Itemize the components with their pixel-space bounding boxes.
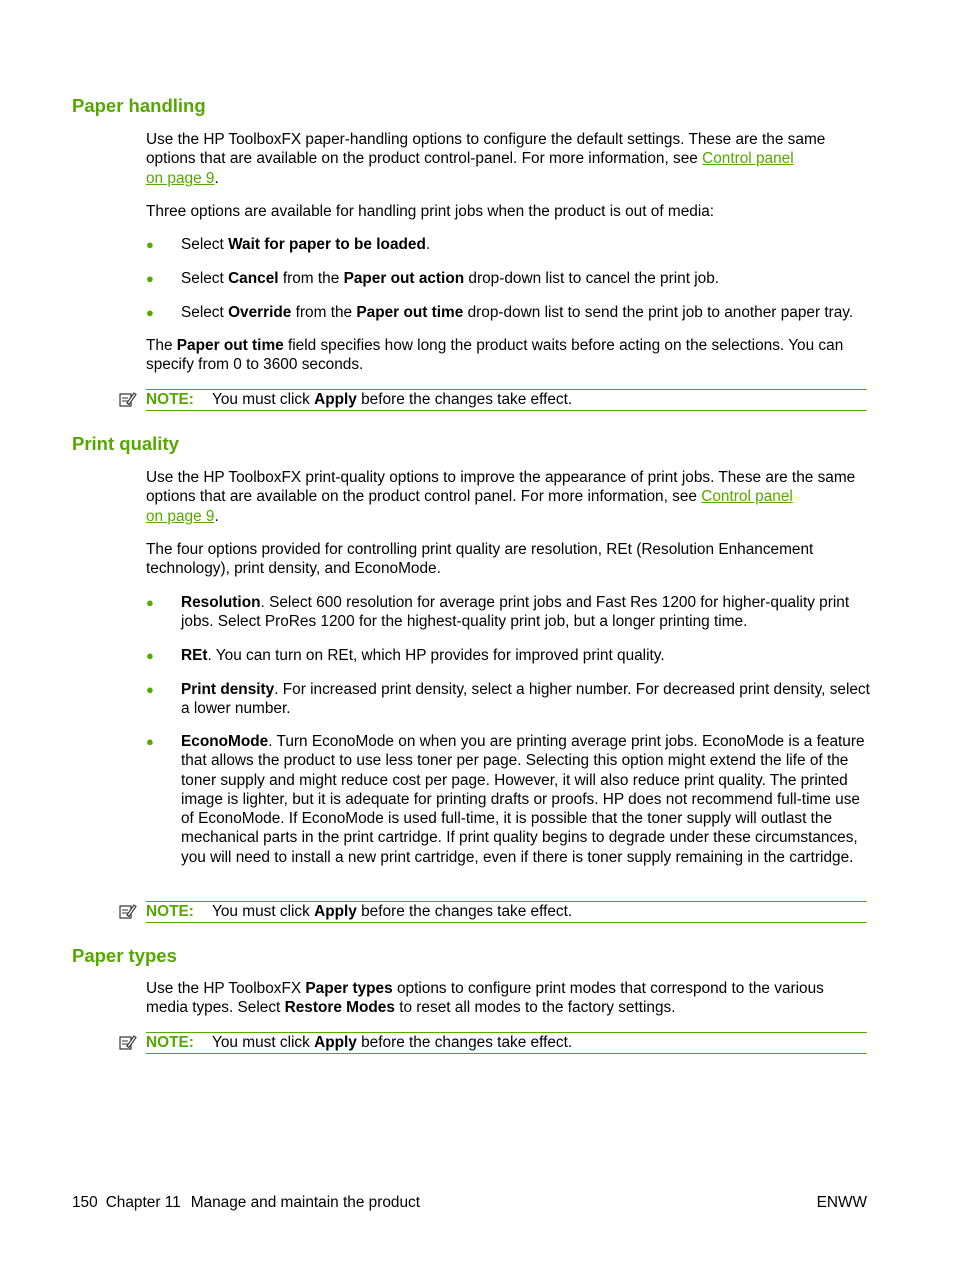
- print-quality-intro: Use the HP ToolboxFX print-quality options to improve the appearance of print jobs. These are the same options that are available on the product control panel. For more information, see Control panel on page 9.: [146, 469, 856, 525]
- note-text: You must click Apply before the changes take effect.: [212, 903, 573, 920]
- control-panel-link[interactable]: Control panel: [701, 488, 793, 506]
- chapter-number: Chapter 11: [105, 1194, 181, 1211]
- control-panel-link[interactable]: Control panel: [702, 150, 794, 168]
- bullet-icon: ●: [146, 305, 154, 320]
- page-9-link[interactable]: on page 9: [146, 507, 215, 525]
- note-text: You must click Apply before the changes take effect.: [212, 1034, 573, 1051]
- chapter-title: Manage and maintain the product: [190, 1194, 421, 1211]
- heading-paper-types: Paper types: [72, 945, 177, 966]
- footer-locale: ENWW: [816, 1194, 867, 1211]
- note-box: [146, 901, 867, 923]
- note-box: [146, 1032, 867, 1054]
- heading-print-quality: Print quality: [72, 433, 179, 454]
- page-9-link[interactable]: on page 9: [146, 169, 215, 187]
- bullet-icon: ●: [146, 734, 154, 749]
- bullet-icon: ●: [146, 237, 154, 252]
- print-quality-lead: The four options provided for controlling print quality are resolution, REt (Resolution Enhancement technology), print density, and EconoMode.: [146, 541, 814, 578]
- list-item: ● Select Wait for paper to be loaded.: [146, 236, 431, 253]
- list-item: ● EconoMode. Turn EconoMode on when you are printing average print jobs. EconoMode is a feature that allows the product to use less toner per page. Selecting this option might extend the life of the toner supply and might reduce cost per page. However, it will also reduce print quality. The printed image is lighter, but it is adequate for printing drafts or proofs. HP does not recommend full-time use of EconoMode. If EconoMode is used full-time, it is possible that the toner supply will outlast the mechanical parts in the print cartridge. If print quality begins to degrade under these circumstances, you will need to install a new print cartridge, even if there is toner supply remaining in the cartridge.: [146, 733, 865, 866]
- note-icon: [119, 1034, 137, 1057]
- note-label: NOTE:: [146, 391, 194, 408]
- heading-paper-handling: Paper handling: [72, 95, 206, 116]
- list-item: ● Select Cancel from the Paper out action drop-down list to cancel the print job.: [146, 270, 720, 287]
- list-item: ● Print density. For increased print density, select a higher number. For decreased print density, select a lower number.: [146, 681, 870, 718]
- bullet-icon: ●: [146, 271, 154, 286]
- list-item: ● Select Override from the Paper out time drop-down list to send the print job to another paper tray.: [146, 304, 854, 321]
- note-text: You must click Apply before the changes take effect.: [212, 391, 573, 408]
- note-box: [146, 389, 867, 411]
- bullet-icon: ●: [146, 682, 154, 697]
- page-footer: [72, 1193, 867, 1212]
- list-item: ● Resolution. Select 600 resolution for average print jobs and Fast Res 1200 for higher-quality print jobs. Select ProRes 1200 for the highest-quality print job, but a longer printing time.: [146, 594, 850, 631]
- note-icon: [119, 903, 137, 926]
- paper-out-time-description: The Paper out time field specifies how long the product waits before acting on the selections. You can specify from 0 to 3600 seconds.: [146, 337, 844, 374]
- bullet-icon: ●: [146, 648, 154, 663]
- paper-handling-intro: Use the HP ToolboxFX paper-handling options to configure the default settings. These are the same options that are available on the product control-panel. For more information, see Control panel on page 9.: [146, 131, 826, 187]
- paper-types-description: Use the HP ToolboxFX Paper types options to configure print modes that correspond to the various media types. Select Restore Modes to reset all modes to the factory settings.: [146, 980, 824, 1017]
- bullet-icon: ●: [146, 595, 154, 610]
- page-number: 150: [72, 1194, 98, 1211]
- note-label: NOTE:: [146, 1034, 194, 1051]
- note-icon: [119, 391, 137, 414]
- list-item: ● REt. You can turn on REt, which HP provides for improved print quality.: [146, 647, 665, 664]
- paper-handling-lead: Three options are available for handling print jobs when the product is out of media:: [146, 203, 715, 220]
- note-label: NOTE:: [146, 903, 194, 920]
